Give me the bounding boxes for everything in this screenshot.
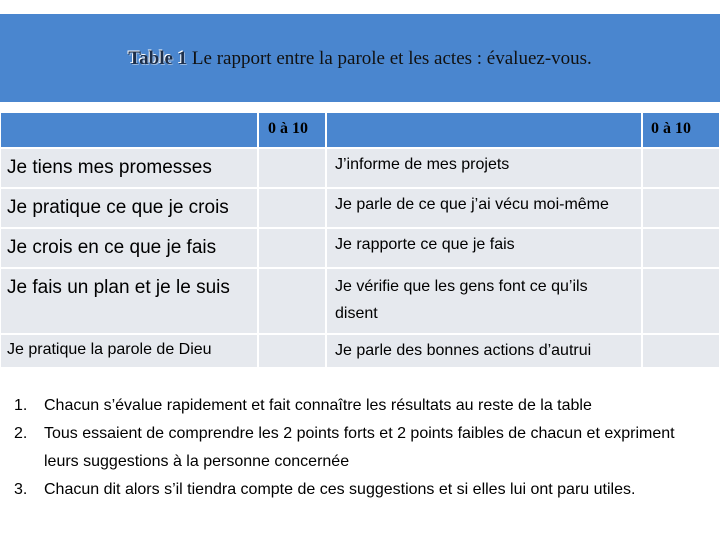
- score-cell[interactable]: [642, 268, 720, 334]
- row-left-text: Je tiens mes promesses: [7, 157, 212, 178]
- right-score-header: 0 à 10: [651, 120, 691, 137]
- row-right-text: Je parle des bonnes actions d’autrui: [335, 342, 592, 359]
- evaluation-table: [0, 108, 720, 368]
- row-right-text: J’informe de mes projets: [335, 156, 510, 173]
- list-item-text: Chacun dit alors s’il tiendra compte de ces suggestions et si elles lui ont paru utiles.: [44, 481, 636, 498]
- score-cell[interactable]: [258, 228, 326, 268]
- table-row: [326, 228, 642, 268]
- table-row: [326, 334, 642, 368]
- row-left-text: Je crois en ce que je fais: [7, 237, 217, 258]
- header-cell-right-label: [326, 112, 642, 148]
- score-cell[interactable]: [642, 228, 720, 268]
- score-cell[interactable]: [642, 334, 720, 368]
- table-row: [0, 228, 258, 268]
- list-item-text: Chacun s’évalue rapidement et fait connaître les résultats au reste de la table: [44, 397, 592, 414]
- score-cell[interactable]: [642, 188, 720, 228]
- table-row: [0, 188, 258, 228]
- header-cell-right-score: [642, 112, 720, 148]
- row-left-text: Je pratique ce que je crois: [7, 197, 229, 218]
- table-row: [326, 268, 642, 334]
- score-cell[interactable]: [642, 148, 720, 188]
- list-item-text: Tous essaient de comprendre les 2 points forts et 2 points faibles de chacun et expriment leurs suggestions à la personne concernée: [44, 425, 675, 470]
- table-row: [0, 148, 258, 188]
- list-item: [14, 476, 704, 504]
- header-cell-left-score: [258, 112, 326, 148]
- list-number: 2.: [14, 425, 28, 442]
- left-score-header: 0 à 10: [268, 120, 308, 137]
- instructions-list: [14, 392, 704, 504]
- table-row: [0, 268, 258, 334]
- table-row: [326, 148, 642, 188]
- header-cell-left-label: [0, 112, 258, 148]
- list-number: 1.: [14, 397, 28, 414]
- table-row: [326, 188, 642, 228]
- row-right-text: Je rapporte ce que je fais: [335, 236, 515, 253]
- row-right-text: Je vérifie que les gens font ce qu’ils disent: [335, 278, 588, 322]
- title-text: Le rapport entre la parole et les actes : évaluez-vous.: [187, 48, 592, 69]
- page-title: [0, 48, 720, 70]
- score-cell[interactable]: [258, 268, 326, 334]
- row-left-text: Je pratique la parole de Dieu: [7, 341, 212, 358]
- score-cell[interactable]: [258, 188, 326, 228]
- row-right-text: Je parle de ce que j’ai vécu moi-même: [335, 196, 609, 213]
- list-item: [14, 392, 704, 420]
- score-cell[interactable]: [258, 334, 326, 368]
- table-row: [0, 334, 258, 368]
- row-left-text: Je fais un plan et je le suis: [7, 277, 230, 298]
- list-item: [14, 420, 704, 476]
- score-cell[interactable]: [258, 148, 326, 188]
- table-number-label: Table 1: [128, 48, 188, 69]
- list-number: 3.: [14, 481, 28, 498]
